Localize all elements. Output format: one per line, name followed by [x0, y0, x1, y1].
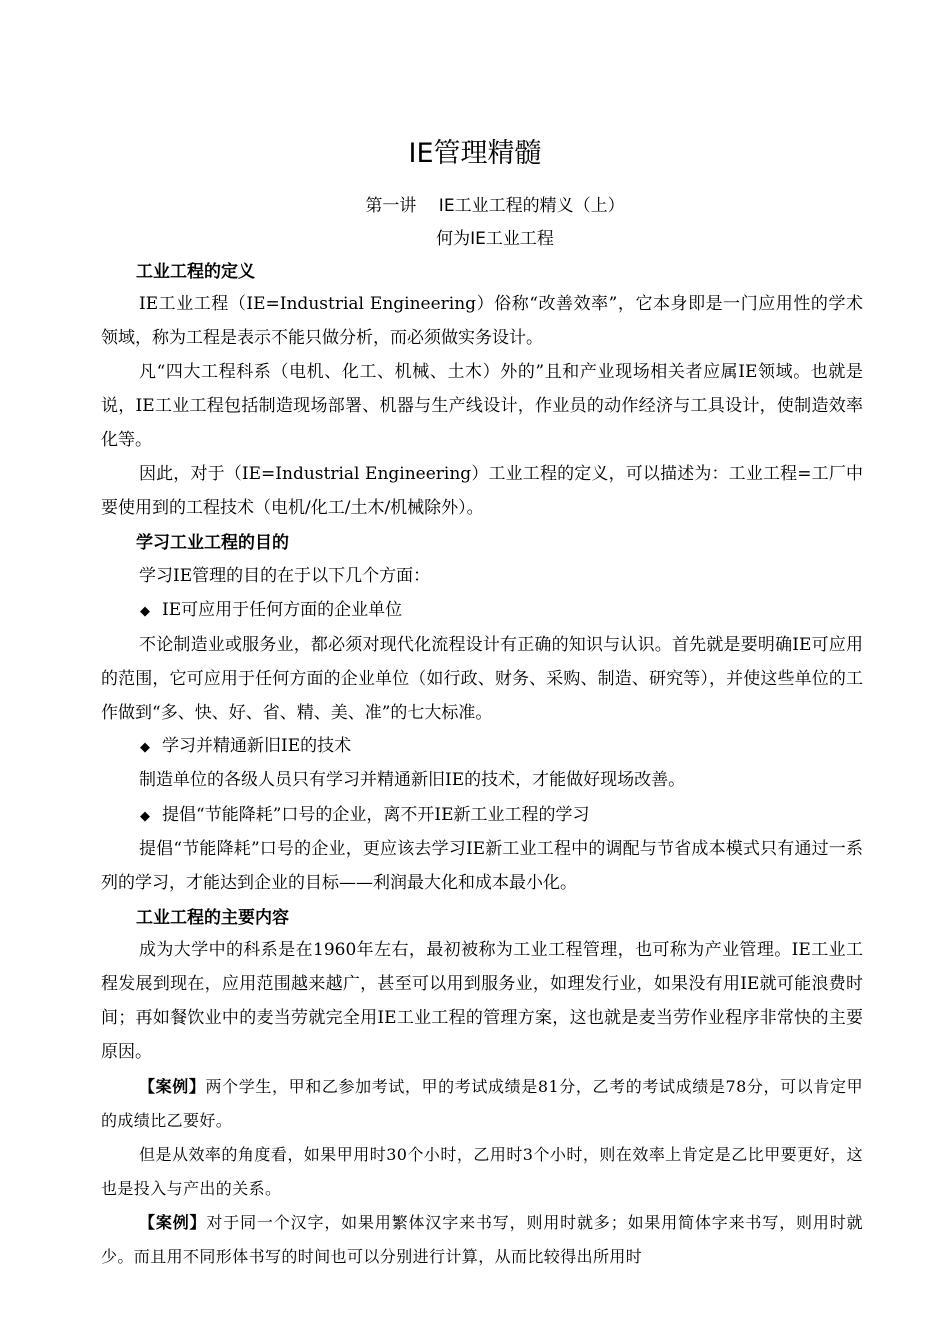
paragraph-purpose-intro: 学习IE管理的目的在于以下几个方面：	[139, 566, 431, 586]
paragraph-definition-1: IE工业工程（IE=Industrial Engineering）俗称“改善效率”，它本身即是一门应用性的学术领域，称为工程是表示不能只做分析，而必须做实务设计。	[101, 294, 863, 348]
case-text: 两个学生，甲和乙参加考试，甲的考试成绩是81分，乙考的考试成绩是78分，可以肯定甲的成绩比乙要好。	[101, 1077, 863, 1130]
topic-title: 何为IE工业工程	[436, 229, 554, 249]
case-label: 【案例】	[139, 1213, 207, 1232]
bullet-item-1	[140, 597, 402, 625]
paragraph-definition-3: 因此，对于（IE=Industrial Engineering）工业工程的定义，可以描述为：工业工程=工厂中要使用到的工程技术（电机/化工/土木/机械除外）。	[101, 464, 863, 518]
section-heading-definition: 工业工程的定义	[136, 262, 255, 282]
diamond-bullet-icon: ◆	[140, 740, 150, 755]
case-label: 【案例】	[139, 1077, 206, 1096]
diamond-bullet-icon: ◆	[140, 809, 150, 824]
bullet-text: IE可应用于任何方面的企业单位	[162, 600, 403, 620]
paragraph-content-2: 但是从效率的角度看，如果甲用时30个小时，乙用时3个小时，则在效率上肯定是乙比甲要更好，这也是投入与产出的关系。	[101, 1145, 863, 1198]
paragraph-case-2	[101, 1206, 863, 1274]
paragraph-case-1	[101, 1070, 863, 1138]
lecture-title: 第一讲 IE工业工程的精义（上）	[365, 196, 625, 216]
diamond-bullet-icon: ◆	[140, 604, 150, 619]
paragraph-purpose-2: 制造单位的各级人员只有学习并精通新旧IE的技术，才能做好现场改善。	[139, 770, 686, 790]
bullet-text: 学习并精通新旧IE的技术	[162, 736, 352, 756]
bullet-text: 提倡“节能降耗”口号的企业，离不开IE新工业工程的学习	[162, 805, 590, 825]
document-title: IE管理精髓	[408, 138, 542, 169]
bullet-item-3	[140, 802, 590, 830]
paragraph-purpose-1: 不论制造业或服务业，都必须对现代化流程设计有正确的知识与认识。首先就是要明确IE可应用的范围，它可应用于任何方面的企业单位（如行政、财务、采购、制造、研究等），并使这些单位的工作做到“多、快、好、省、精、美、准”的七大标准。	[101, 635, 863, 723]
case-text: 对于同一个汉字，如果用繁体汉字来书写，则用时就多；如果用简体字来书写，则用时就少。而且用不同形体书写的时间也可以分别进行计算，从而比较得出所用时	[101, 1213, 863, 1266]
paragraph-content-1: 成为大学中的科系是在1960年左右，最初被称为工业工程管理，也可称为产业管理。IE工业工程发展到现在，应用范围越来越广，甚至可以用到服务业，如理发行业，如果没有用IE就可能浪费时间；再如餐饮业中的麦当劳就完全用IE工业工程的管理方案，这也就是麦当劳作业程序非常快的主要原因。	[101, 940, 863, 1062]
paragraph-purpose-3: 提倡“节能降耗”口号的企业，更应该去学习IE新工业工程中的调配与节省成本模式只有通过一系列的学习，才能达到企业的目标——利润最大化和成本最小化。	[101, 839, 863, 893]
paragraph-definition-2: 凡“四大工程科系（电机、化工、机械、土木）外的”且和产业现场相关者应属IE领域。也就是说，IE工业工程包括制造现场部署、机器与生产线设计，作业员的动作经济与工具设计，使制造效率化等。	[101, 362, 863, 450]
bullet-item-2	[140, 733, 351, 761]
section-heading-content: 工业工程的主要内容	[136, 908, 289, 928]
section-heading-purpose: 学习工业工程的目的	[136, 533, 289, 553]
